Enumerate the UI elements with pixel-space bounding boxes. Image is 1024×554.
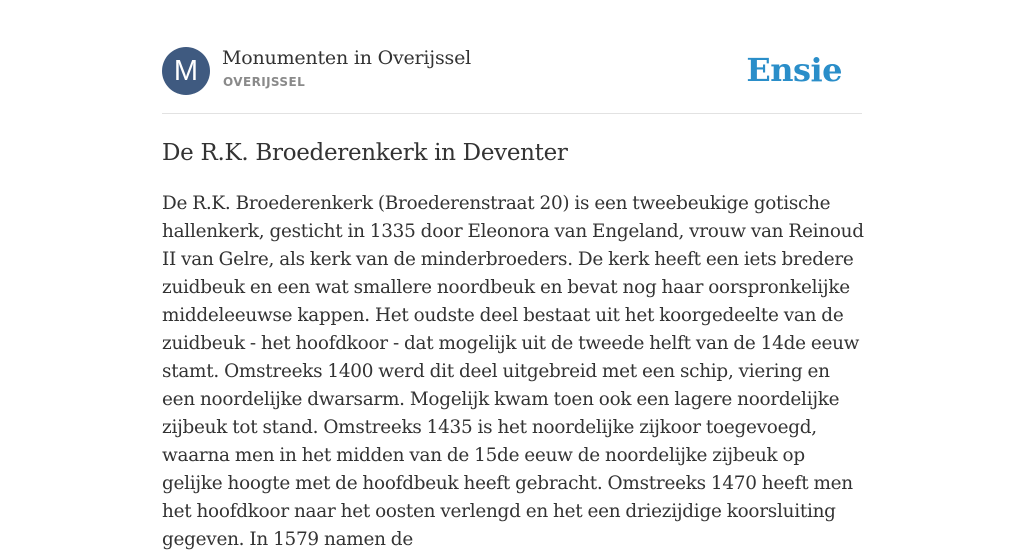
divider	[162, 113, 862, 114]
article-body: De R.K. Broederenkerk (Broederenstraat 20) is een tweebeukige gotische hallenkerk, gesticht in 1335 door Eleonora van Engeland, vrouw van Reinoud II van Gelre, als kerk van de minderbroeders. De kerk heeft een iets bredere zuidbeuk en een wat smallere noordbeuk en bevat nog haar oorspronkelijke middeleeuwse kappen. Het oudste deel bestaat uit het koorgedeelte van de zuidbeuk - het hoofdkoor - dat mogelijk uit de tweede helft van de 14de eeuw stamt. Omstreeks 1400 werd dit deel uitgebreid met een schip, viering en een noordelijke dwarsarm. Mogelijk kwam toen ook een lagere noordelijke zijbeuk tot stand. Omstreeks 1435 is het noordelijke zijkoor toegevoegd, waarna men in het midden van de 15de eeuw de noordelijke zijbeuk op gelijke hoogte met de hoofdbeuk heeft gebracht. Omstreeks 1470 heeft men het hoofdkoor naar het oosten verlengd en het een driezijdige koorsluiting gegeven. In 1579 namen de	[162, 193, 864, 550]
collection-category[interactable]: OVERIJSSEL	[223, 75, 306, 89]
article-title: De R.K. Broederenkerk in Deventer	[162, 140, 568, 166]
ensie-logo[interactable]: Ensie	[746, 51, 842, 89]
collection-header	[162, 46, 862, 96]
avatar[interactable]: M	[162, 47, 210, 95]
article-card	[162, 0, 864, 550]
collection-title[interactable]: Monumenten in Overijssel	[222, 47, 472, 69]
